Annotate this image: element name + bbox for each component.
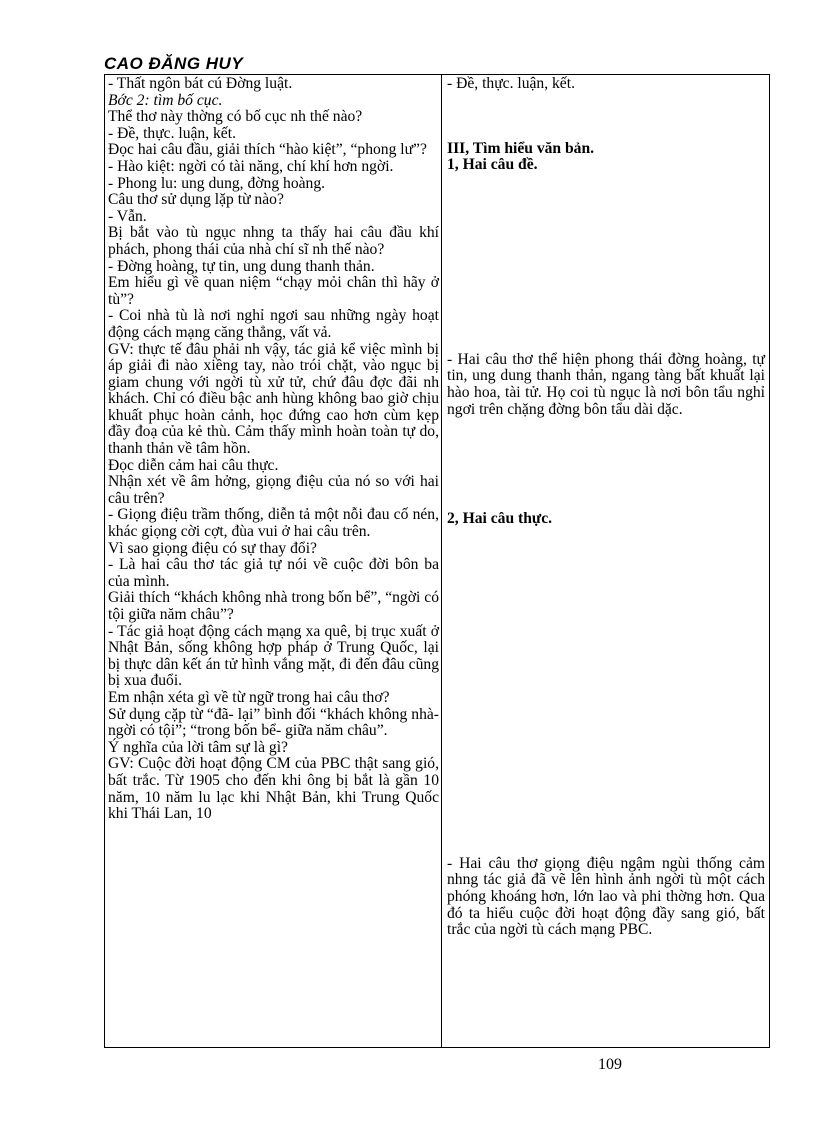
column-divider: [441, 74, 442, 1048]
left-line: - Coi nhà tù là nơi nghỉ ngơi sau những ngày hoạt động cách mạng căng thẳng, vất vả.: [108, 307, 439, 341]
left-line: Giải thích “khách không nhà trong bốn bể”, “ngời có tội giữa năm châu”?: [108, 589, 439, 623]
left-line: - Giọng điệu trầm thống, diễn tả một nỗi đau cố nén, khác giọng cời cợt, đùa vui ở hai câu trên.: [108, 506, 439, 541]
right-answer: - Đề, thực. luận, kết.: [447, 75, 575, 92]
left-line: - Thất ngôn bát cú Đờng luật.: [108, 75, 293, 92]
left-line: - Vẫn.: [108, 207, 147, 225]
left-line: Thể thơ này thờng có bố cục nh thế nào?: [108, 108, 363, 126]
left-line: Nhận xét về âm hởng, giọng điệu của nó so với hai câu trên?: [108, 473, 439, 507]
page-header: [104, 52, 316, 75]
left-line: - Phong lu: ung dung, đờng hoàng.: [108, 174, 326, 192]
left-line: GV: Cuộc đời hoạt động CM của PBC thật sang gió, bất trắc. Từ 1905 cho đến khi ông bị bắt là gần 10 năm, 10 năm lu lạc khi Nhật Bản, khi Trung Quốc khi Thái Lan, 10: [108, 755, 439, 823]
section-heading: III, Tìm hiểu văn bản.: [447, 139, 595, 157]
left-column: [105, 75, 441, 823]
left-line: Bớc 2: tìm bố cục.: [108, 91, 223, 109]
left-line: Ý nghĩa của lời tâm sự là gì?: [108, 738, 288, 756]
author-name: CAO ĐĂNG HUY: [104, 54, 244, 73]
left-line: - Đờng hoàng, tự tin, ung dung thanh thản.: [108, 257, 375, 275]
left-line: Đọc diễn cảm hai câu thực.: [108, 456, 279, 474]
left-line: - Đề, thực. luận, kết.: [108, 124, 236, 142]
left-line: - Hào kiệt: ngời có tài năng, chí khí hơn ngời.: [108, 157, 394, 175]
page-number: 109: [598, 1056, 622, 1073]
subsection-heading: 2, Hai câu thực.: [447, 510, 553, 528]
left-line: GV: thực tế đâu phải nh vậy, tác giả kể việc mình bị áp giải đi nào xiềng tay, nào trói chặt, vào ngục bị giam chung với ngời tù xử tử, chứ đâu đợc đãi nh khách. Chỉ có điều bậc anh hùng không bao giờ chịu khuất phục hoàn cảnh, học đứng cao hơn cùm kẹp đầy đoạ của kẻ thù. Cảm thấy mình hoàn toàn tự do, thanh thản về tâm hồn.: [108, 340, 439, 458]
left-line: Vì sao giọng điệu có sự thay đổi?: [108, 539, 317, 557]
subsection-heading: 1, Hai câu đề.: [447, 156, 538, 174]
left-line: Câu thơ sử dụng lặp từ nào?: [108, 191, 284, 209]
right-paragraph: - Hai câu thơ giọng điệu ngậm ngùi thống cảm nhng tác giả đã vẽ lên hình ảnh ngời tù một cách phóng khoáng hơn, lớn lao và phi thờng hơn. Qua đó ta hiểu cuộc đời hoạt động đầy sang gió, bất trắc của ngời tù cách mạng PBC.: [447, 854, 765, 939]
left-line: Em nhận xéta gì về từ ngữ trong hai câu thơ?: [108, 688, 390, 706]
right-column: [442, 75, 771, 939]
left-line: - Tác giả hoạt động cách mạng xa quê, bị trục xuất ở Nhật Bản, sống không hợp pháp ở Trung Quốc, lại bị thực dân kết án tử hình vắng mặt, đi đến đâu cũng bị xua đuổi.: [108, 622, 439, 690]
left-line: Bị bắt vào tù ngục nhng ta thấy hai câu đầu khí phách, phong thái của nhà chí sĩ nh thế nào?: [108, 224, 439, 258]
left-line: Em hiểu gì về quan niệm “chạy mỏi chân thì hãy ở tù”?: [108, 274, 439, 308]
left-line: - Là hai câu thơ tác giả tự nói về cuộc đời bôn ba của mình.: [108, 556, 439, 590]
right-paragraph: - Hai câu thơ thể hiện phong thái đờng hoàng, tự tin, ung dung thanh thản, ngang tàng bất khuất lại hào hoa, tài tử. Họ coi tù ngục là nơi bôn tẩu nghỉ ngơi trên chặng đờng bôn tẩu dài dặc.: [447, 350, 765, 418]
content-table: [104, 74, 770, 1048]
left-line: Sử dụng cặp từ “đã- lại” bình đối “khách không nhà- ngời có tội”; “trong bốn bể- giữa năm châu”.: [108, 705, 439, 740]
left-line: Đọc hai câu đầu, giải thích “hào kiệt”, “phong lư”?: [108, 141, 427, 159]
